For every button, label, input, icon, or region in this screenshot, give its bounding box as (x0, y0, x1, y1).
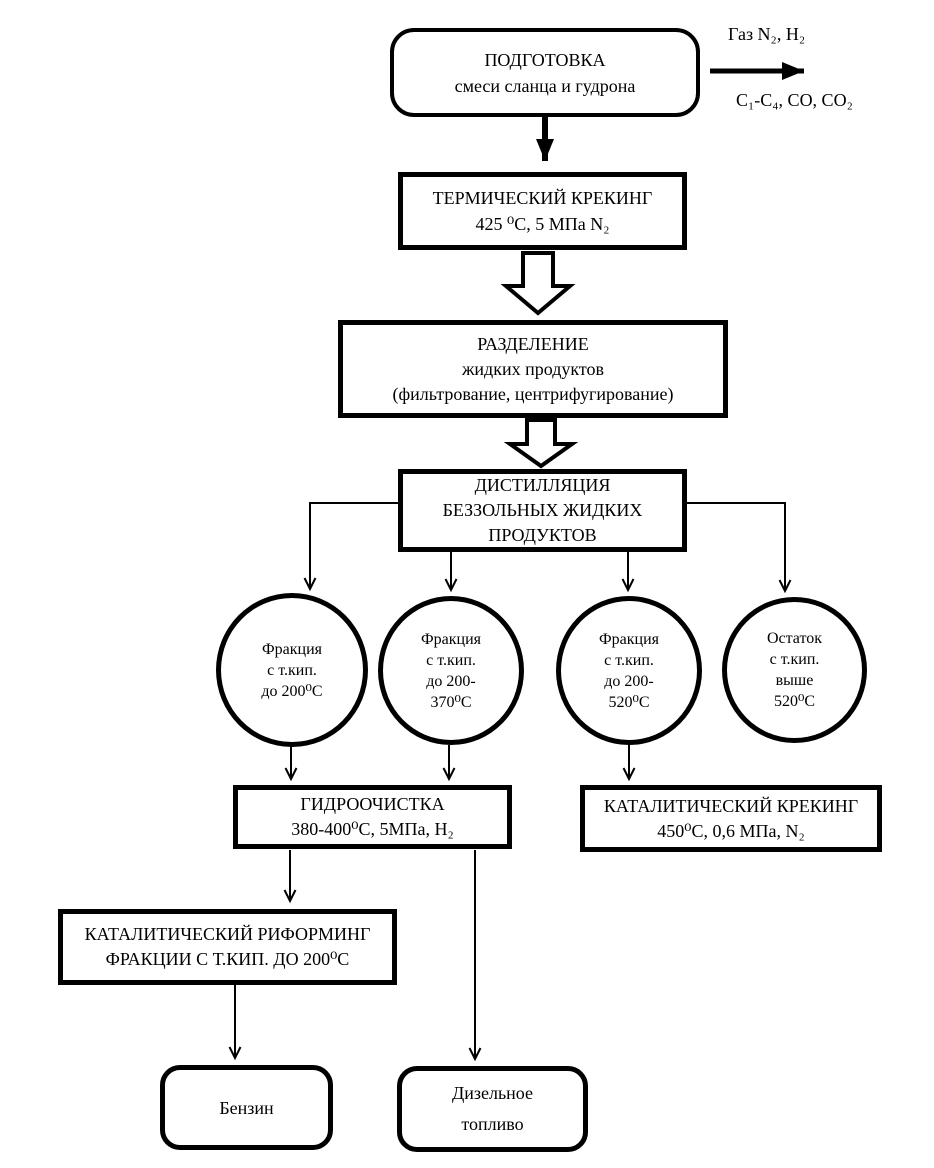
residue-line4: 520⁰С (773, 693, 816, 710)
node-catalytic-cracking-line1: КАТАЛИТИЧЕСКИЙ КРЕКИНГ (603, 795, 859, 816)
fraction2-line4: 370⁰С (430, 693, 472, 711)
node-podgotovka-line2: смеси сланца и гудрона (454, 75, 636, 96)
node-distillation-line1: ДИСТИЛЛЯЦИЯ (474, 475, 611, 495)
node-separation (338, 320, 728, 418)
fraction3-line1: Фракция (599, 630, 659, 648)
node-separation-line2: жидких продуктов (461, 358, 604, 379)
fraction2-line3: до 200- (426, 672, 476, 690)
node-catalytic-cracking-line2: 450⁰С, 0,6 МПа, N₂ (657, 820, 805, 841)
gas-above-label: Газ N₂, H₂ (728, 24, 806, 44)
node-fraction-200-370 (378, 596, 524, 745)
node-hydrotreating (233, 785, 512, 849)
node-catalytic-cracking (580, 785, 882, 852)
fraction3-line4: 520⁰С (608, 693, 650, 711)
block-arrow-thermal-to-separation (506, 253, 570, 313)
node-distillation-line2: БЕЗЗОЛЬНЫХ ЖИДКИХ (442, 500, 643, 520)
node-catalytic-reforming-line1: КАТАЛИТИЧЕСКИЙ РИФОРМИНГ (84, 924, 371, 944)
node-benzin (160, 1065, 333, 1150)
fraction3-line2: с т.кип. (604, 651, 654, 669)
node-catalytic-reforming (58, 909, 397, 985)
node-separation-line1: РАЗДЕЛЕНИЕ (477, 333, 589, 354)
node-hydrotreating-line1: ГИДРООЧИСТКА (300, 794, 445, 814)
residue-line3: выше (775, 672, 814, 689)
node-benzin-line1: Бензин (219, 1097, 274, 1118)
residue-line1: Остаток (766, 630, 823, 647)
node-hydrotreating-line2: 380-400⁰С, 5МПа, H₂ (291, 819, 454, 839)
fraction1-line2: с т.кип. (267, 661, 317, 679)
node-thermal-cracking (398, 172, 687, 250)
node-podgotovka-line1: ПОДГОТОВКА (484, 49, 606, 70)
node-distillation-line3: ПРОДУКТОВ (488, 525, 597, 545)
residue-line2: с т.кип. (769, 651, 820, 668)
fraction2-line2: с т.кип. (426, 651, 476, 669)
node-diesel-line2: топливо (461, 1114, 524, 1134)
node-thermal-cracking-line1: ТЕРМИЧЕСКИЙ КРЕКИНГ (432, 188, 653, 208)
fraction2-line1: Фракция (421, 630, 481, 648)
node-catalytic-reforming-line2: ФРАКЦИИ С Т.КИП. ДО 200⁰С (105, 949, 350, 969)
node-diesel (397, 1066, 588, 1152)
fraction1-line1: Фракция (262, 640, 322, 658)
node-residue-above-520 (722, 597, 867, 743)
node-separation-line3: (фильтрование, центрифугирование) (392, 383, 674, 404)
gas-below-label: C₁-C₄, CO, CO₂ (736, 90, 853, 110)
node-distillation (398, 469, 687, 552)
node-fraction-200-520 (556, 596, 702, 745)
fraction3-line3: до 200- (604, 672, 654, 690)
node-podgotovka (390, 28, 700, 117)
fraction1-line3: до 200⁰С (261, 682, 323, 700)
arrow-distillation-to-residue (687, 503, 785, 591)
node-thermal-cracking-line2: 425 ⁰С, 5 МПа N₂ (475, 214, 610, 234)
block-arrow-separation-to-distillation (510, 420, 572, 466)
arrow-distillation-to-fraction1 (310, 503, 398, 589)
node-fraction-to-200 (216, 593, 368, 747)
node-diesel-line1: Дизельное (451, 1083, 534, 1103)
